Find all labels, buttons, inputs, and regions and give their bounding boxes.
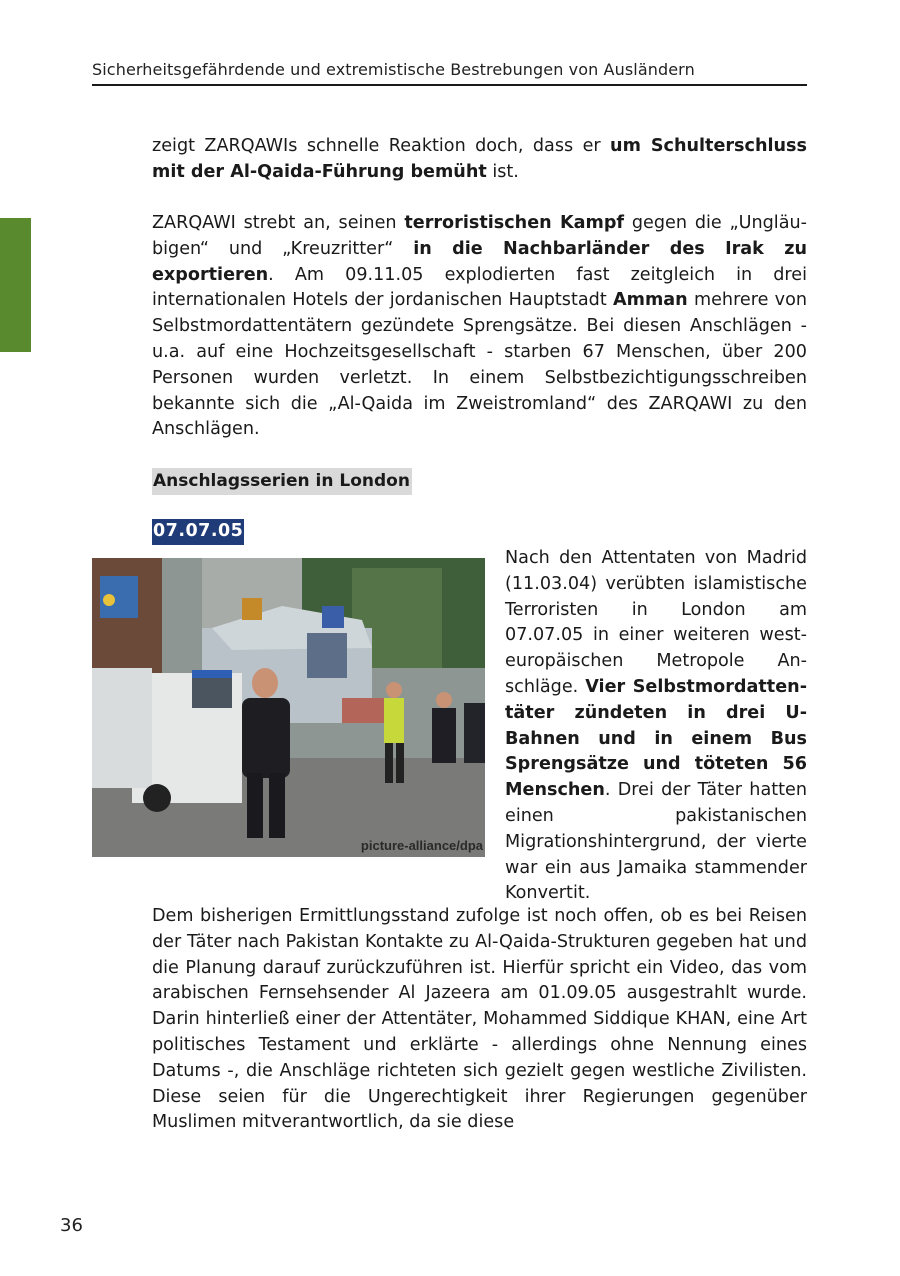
london-text-2: . Drei der Täter hatten einen pakistanischen Migrationshintergrund, der vierte war ein aus Jamaika stammender Konvertit. <box>505 780 807 904</box>
chapter-tab-marker <box>0 218 31 352</box>
intro-text-2: ist. <box>486 161 519 182</box>
zarqawi-bold-3: Amman <box>613 290 688 311</box>
london-text-1: Nach den Attentaten von Madrid (11.03.04) verübten islamistische Terroristen in London am 07.07.05 in einer weiteren westeuropäischen Metropole Anschläge. <box>505 548 807 697</box>
zarqawi-bold-2: in die Nachbarländer des Irak zu exportieren <box>152 238 808 285</box>
intro-paragraph <box>152 134 807 186</box>
zarqawi-text-1: ZARQAWI strebt an, seinen <box>152 213 405 233</box>
section-heading: Anschlagsserien in London <box>152 468 412 495</box>
photo-credit: picture-alliance/dpa <box>360 838 483 853</box>
page-number: 36 <box>60 1215 83 1236</box>
intro-bold-1: um Schulterschluss mit der Al-Qaida-Führung bemüht <box>152 136 807 182</box>
london-attacks-paragraph <box>505 546 807 907</box>
zarqawi-text-2: gegen die „Ungläubigen“ und „Kreuzritter“ <box>152 213 807 259</box>
zarqawi-text-4: mehrere von Selbstmordattentätern gezündete Sprengsätze. Bei diesen Anschlägen - u.a. auf eine Hochzeitsgesellschaft - starben 67 Menschen, über 200 Personen wurden verletzt. In einem Selbstbezichtigungsschreiben bekannte sich die „Al-Qaida im Zweistromland“ des ZARQAWI zu den Anschlägen. <box>152 290 808 440</box>
zarqawi-paragraph <box>152 211 807 443</box>
running-header: Sicherheitsgefährdende und extremistische Bestrebungen von Ausländern <box>92 60 807 86</box>
zarqawi-text-3: . Am 09.11.05 explodierten fast zeitgleich in drei internationalen Hotels der jordanischen Hauptstadt <box>152 264 807 311</box>
investigation-paragraph: Dem bisherigen Ermittlungsstand zufolge ist noch offen, ob es bei Reisen der Täter nach Pakistan Kontakte zu Al-Qaida-Strukturen gegeben hat und die Planung darauf zurückzuführen ist. Hierfür spricht ein Video, das vom arabischen Fernsehsender Al Jazeera am 01.09.05 ausgestrahlt wurde. Darin hinterließ einer der Attentäter, Mohammed Siddique KHAN, eine Art politisches Testament und erklärte - allerdings ohne Nennung eines Datums -, die Anschläge richteten sich gezielt gegen westliche Zivilisten. Diese seien für die Ungerechtigkeit ihrer Regierungen gegenüber Muslimen mitverantwortlich, da sie diese <box>152 906 807 1133</box>
photo-illustration <box>92 558 485 857</box>
date-badge: 07.07.05 <box>152 519 244 545</box>
zarqawi-bold-1: terroristischen Kampf <box>404 213 625 233</box>
london-bombing-photo <box>92 558 485 857</box>
london-bold-1: Vier Selbstmordattentäter zündeten in drei U-Bahnen und in einem Bus Sprengsätze und töteten 56 Menschen <box>505 676 807 801</box>
intro-text-1: zeigt ZARQAWIs schnelle Reaktion doch, dass er <box>152 136 611 156</box>
